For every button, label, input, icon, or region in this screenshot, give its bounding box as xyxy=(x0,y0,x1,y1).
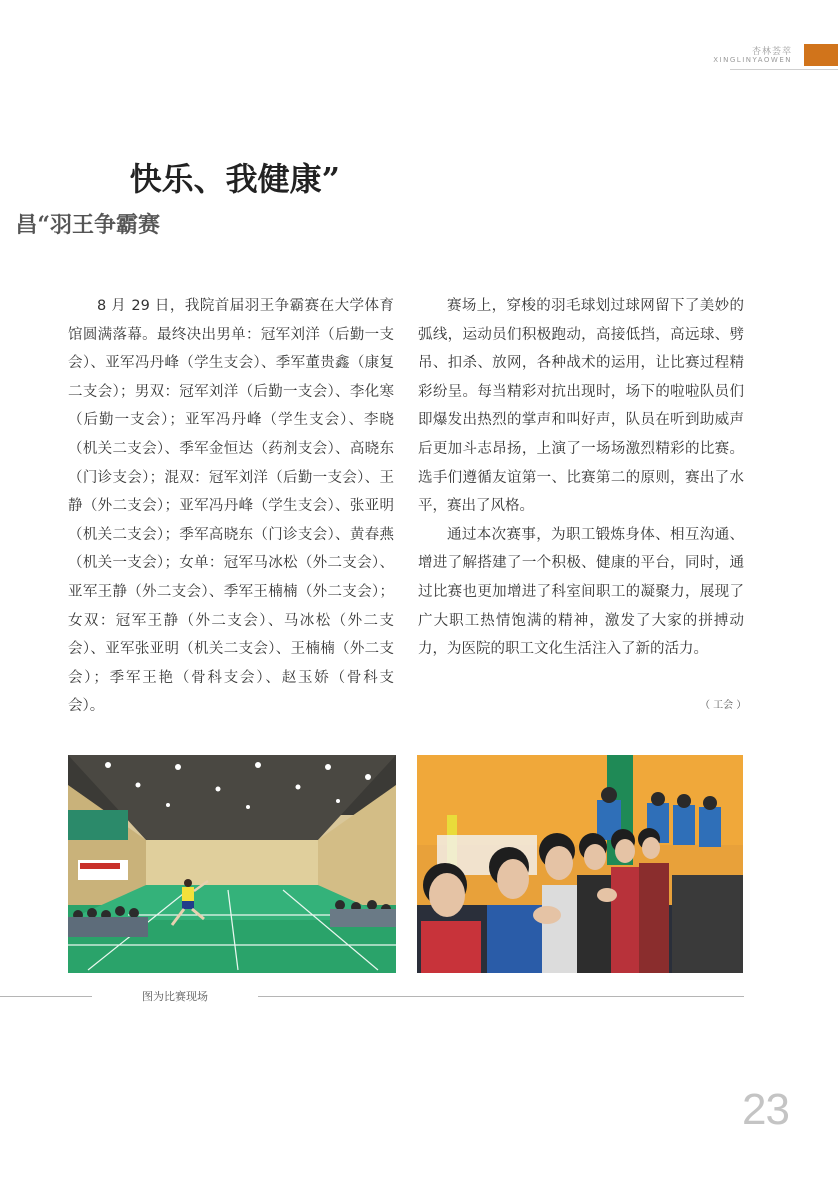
paragraph-results: 8 月 29 日，我院首届羽王争霸赛在大学体育馆圆满落幕。最终决出男单：冠军刘洋（后勤一支会）、亚军冯丹峰（学生支会）、季军董贵鑫（康复二支会）；男双：冠军刘洋（后勤一支会）、李化寒（后勤一支会）；亚军冯丹峰（学生支会）、李晓（机关二支会）、季军金恒达（药剂支会）、高晓东（门诊支会）；混双：冠军刘洋（后勤一支会）、王静（外二支会）；亚军冯丹峰（学生支会）、张亚明（机关二支会）；季军高晓东（门诊支会）、黄春燕（机关一支会）；女单：冠军马冰松（外二支会）、亚军王静（外二支会）、季军王楠楠（外二支会）；女双：冠军王静（外二支会）、马冰松（外二支会）、亚军张亚明（机关二支会）、王楠楠（外二支会）；季军王艳（骨科支会）、赵玉娇（骨科支会）。 xyxy=(68,298,394,715)
header-rule xyxy=(730,69,838,70)
header-accent-bar xyxy=(804,44,838,66)
photo-spectators xyxy=(417,755,743,973)
paragraph-summary: 通过本次赛事，为职工锻炼身体、相互沟通、增进了解搭建了一个积极、健康的平台，同时，通过比赛也更加增进了科室间职工的凝聚力，展现了广大职工热情饱满的精神，激发了大家的拼搏动力，为医院的职工文化生活注入了新的活力。 xyxy=(418,526,744,658)
photo-caption: 图为比赛现场 xyxy=(142,990,208,1003)
magazine-name-en: XINGLINYAOWEN xyxy=(713,56,792,64)
caption-rule-left xyxy=(0,996,92,997)
photo-badminton-court xyxy=(68,755,396,973)
page-number: 23 xyxy=(742,1085,789,1134)
article-subtitle: 昌“羽王争霸赛 xyxy=(15,212,160,238)
article-credit: （ 工会 ） xyxy=(700,700,747,711)
paragraph-match: 赛场上，穿梭的羽毛球划过球网留下了美妙的弧线，运动员们积极跑动，高接低挡，高远球、劈吊、扣杀、放网，各种战术的运用，让比赛过程精彩纷呈。每当精彩对抗出现时，场下的啦啦队员们即爆发出热烈的掌声和叫好声，队员在听到助威声后更加斗志昂扬，上演了一场场激烈精彩的比赛。选手们遵循友谊第一、比赛第二的原则，赛出了水平，赛出了风格。 xyxy=(418,298,744,515)
article-column-right xyxy=(418,292,744,664)
article-column-left xyxy=(68,292,394,721)
magazine-name: 杏林荟萃 xyxy=(751,47,792,57)
article-title: 快乐、我健康” xyxy=(129,160,340,198)
caption-rule-right xyxy=(258,996,744,997)
